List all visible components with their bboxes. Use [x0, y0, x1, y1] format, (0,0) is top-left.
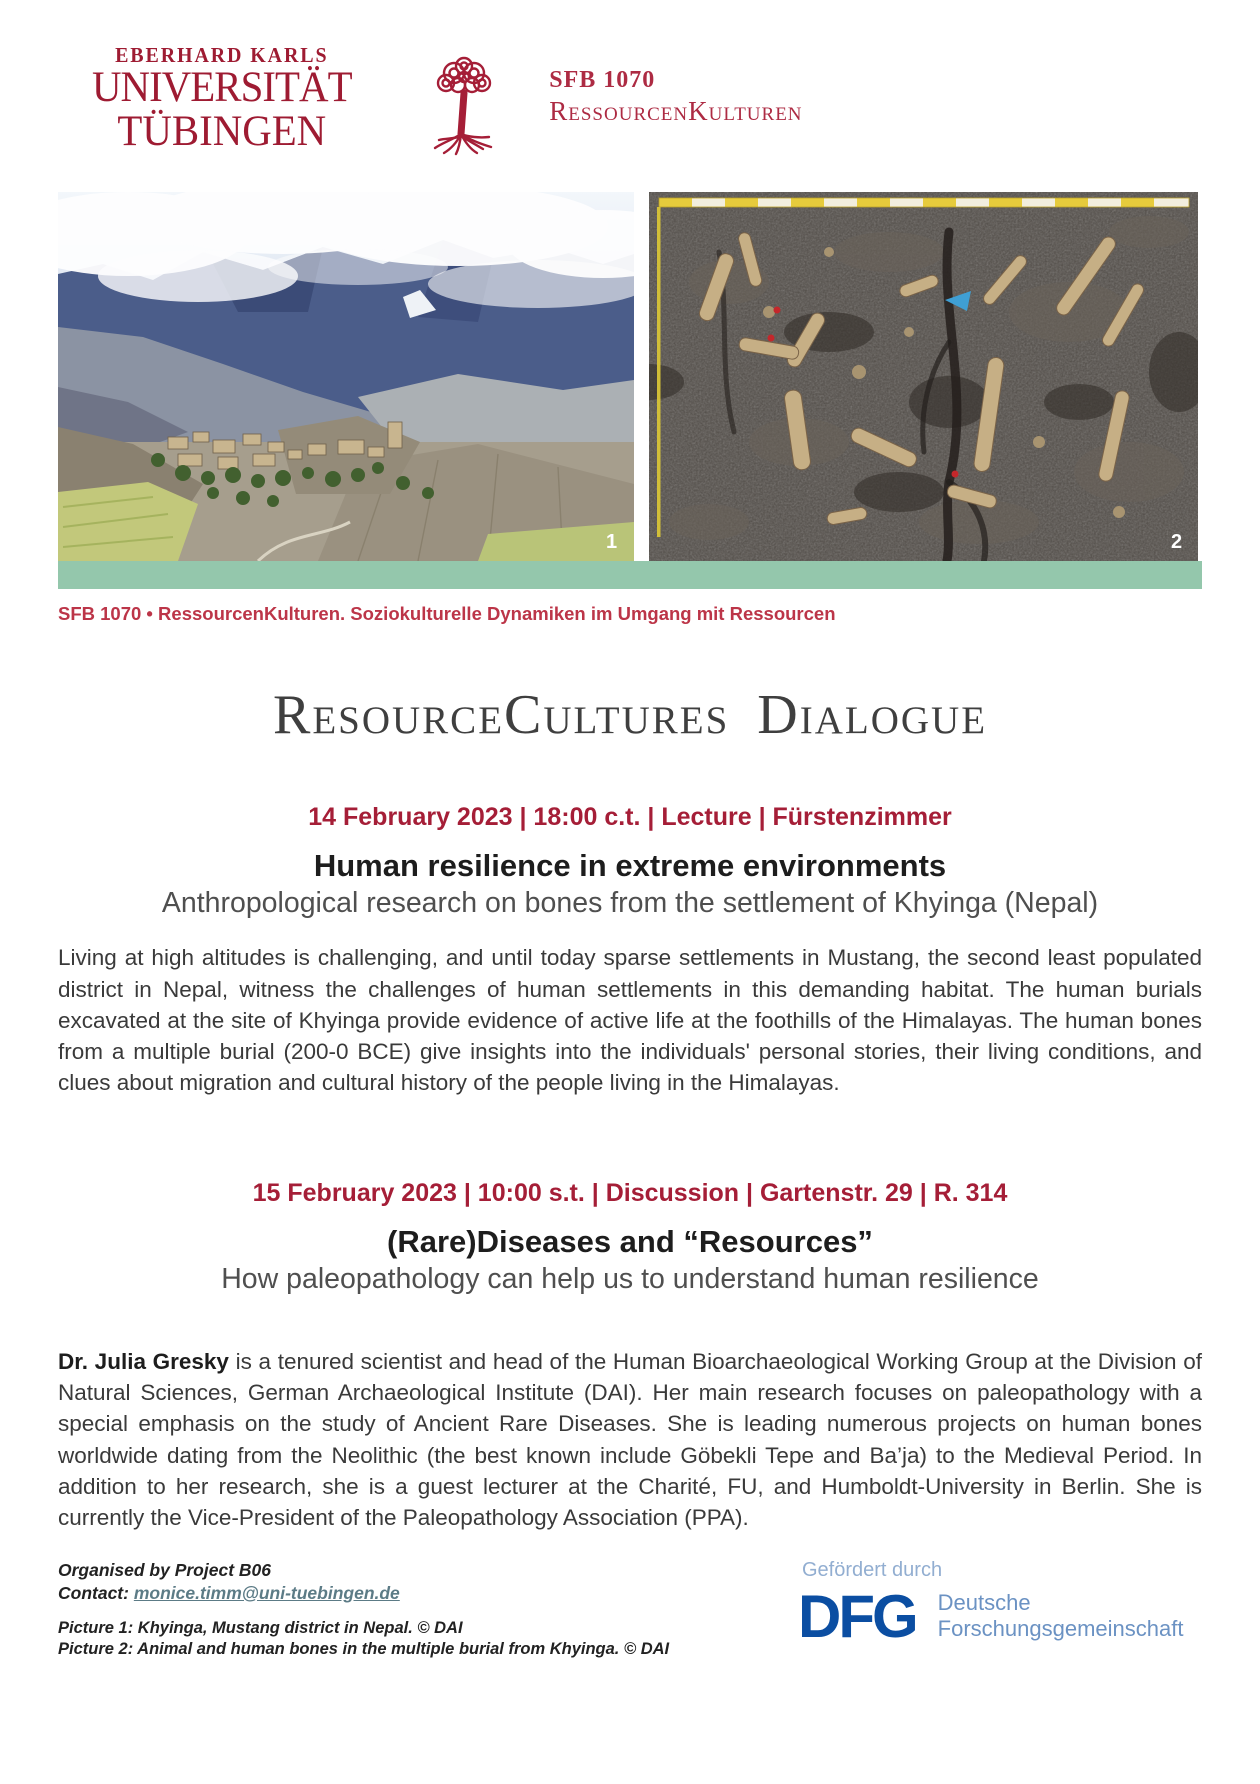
event1-title: Human resilience in extreme environments	[313, 848, 947, 884]
speaker-bio	[58, 1346, 1202, 1534]
speaker-name: Dr. Julia Gresky	[58, 1348, 229, 1374]
header	[0, 0, 1260, 156]
event1-meta: 14 February 2023 | 18:00 c.t. | Lecture | Fürstenzimmer	[308, 803, 952, 832]
dfg-name-line1: Deutsche	[937, 1590, 1031, 1616]
university-name: UNIVERSITÄT	[92, 64, 352, 112]
event2-meta: 15 February 2023 | 10:00 s.t. | Discussion | Gartenstr. 29 | R. 314	[252, 1178, 1008, 1207]
photo-strip-caption: SFB 1070 • RessourcenKulturen. Soziokulturelle Dynamiken im Umgang mit Ressourcen	[58, 603, 836, 624]
green-band	[58, 561, 1202, 589]
event1-subtitle: Anthropological research on bones from the settlement of Khyinga (Nepal)	[161, 887, 1099, 920]
picture2-credit: Picture 2: Animal and human bones in the multiple burial from Khyinga. © DAI	[58, 1640, 670, 1659]
footer	[58, 1559, 1202, 1660]
event2-title: (Rare)Diseases and “Resources”	[387, 1223, 873, 1259]
photo1-number: 1	[606, 531, 618, 553]
dfg-name-line2: Forschungsgemeinschaft	[937, 1616, 1184, 1642]
page-title: ResourceCultures Dialogue	[272, 684, 988, 746]
organiser-line: Organised by Project B06	[58, 1560, 271, 1581]
picture1-credit: Picture 1: Khyinga, Mustang district in Nepal. © DAI	[58, 1619, 463, 1638]
footer-info	[58, 1559, 798, 1660]
university-city: TÜBINGEN	[117, 107, 327, 155]
photo-khyinga-landscape	[58, 192, 634, 561]
sfb-wordmark	[549, 66, 802, 127]
university-prefix: EBERHARD KARLS	[115, 43, 329, 67]
tree-logo-icon	[431, 52, 497, 156]
contact-line	[58, 1582, 798, 1604]
dfg-name	[938, 1590, 1184, 1642]
sfb-name: RessourcenKulturen	[549, 95, 803, 126]
event2-subtitle: How paleopathology can help us to understand human resilience	[221, 1262, 1039, 1295]
contact-email-link[interactable]: monice.timm@uni-tuebingen.de	[133, 1582, 400, 1603]
contact-label: Contact:	[58, 1582, 134, 1603]
funding-label: Gefördert durch	[802, 1559, 943, 1582]
photo-strip	[58, 192, 1202, 561]
picture-credits	[58, 1618, 798, 1660]
sfb-number: SFB 1070	[549, 67, 656, 93]
speaker-bio-text: is a tenured scientist and head of the Human Bioarchaeological Working Group at the Division of Natural Sciences, German Archaeological Institute (DAI). Her main research focuses on paleopathology with a special emphasis on the study of Ancient Rare Diseases. She is leading numerous projects on human bones worldwide dating from the Neolithic (the best known include Göbekli Tepe and Ba’ja) to the Medieval Period. In addition to her research, she is a guest lecturer at the Charité, FU, and Humboldt-University in Berlin. She is currently the Vice-President of the Paleopathology Association (PPA).	[58, 1348, 1202, 1531]
photo2-number: 2	[1171, 531, 1183, 553]
university-wordmark	[92, 44, 352, 154]
dfg-logo: DFG	[798, 1582, 916, 1650]
photo-burial-bones	[649, 192, 1198, 561]
event1-description: Living at high altitudes is challenging, and until today sparse settlements in Mustang, the second least populated district in Nepal, witness the challenges of human settlements in this demanding habitat. The human burials excavated at the site of Khyinga provide evidence of active life at the foothills of the Himalayas. The human bones from a multiple burial (200-0 BCE) give insights into the individuals' personal stories, their living conditions, and clues about migration and cultural history of the people living in the Himalayas.	[58, 945, 1202, 1096]
funding-block	[798, 1559, 1202, 1650]
